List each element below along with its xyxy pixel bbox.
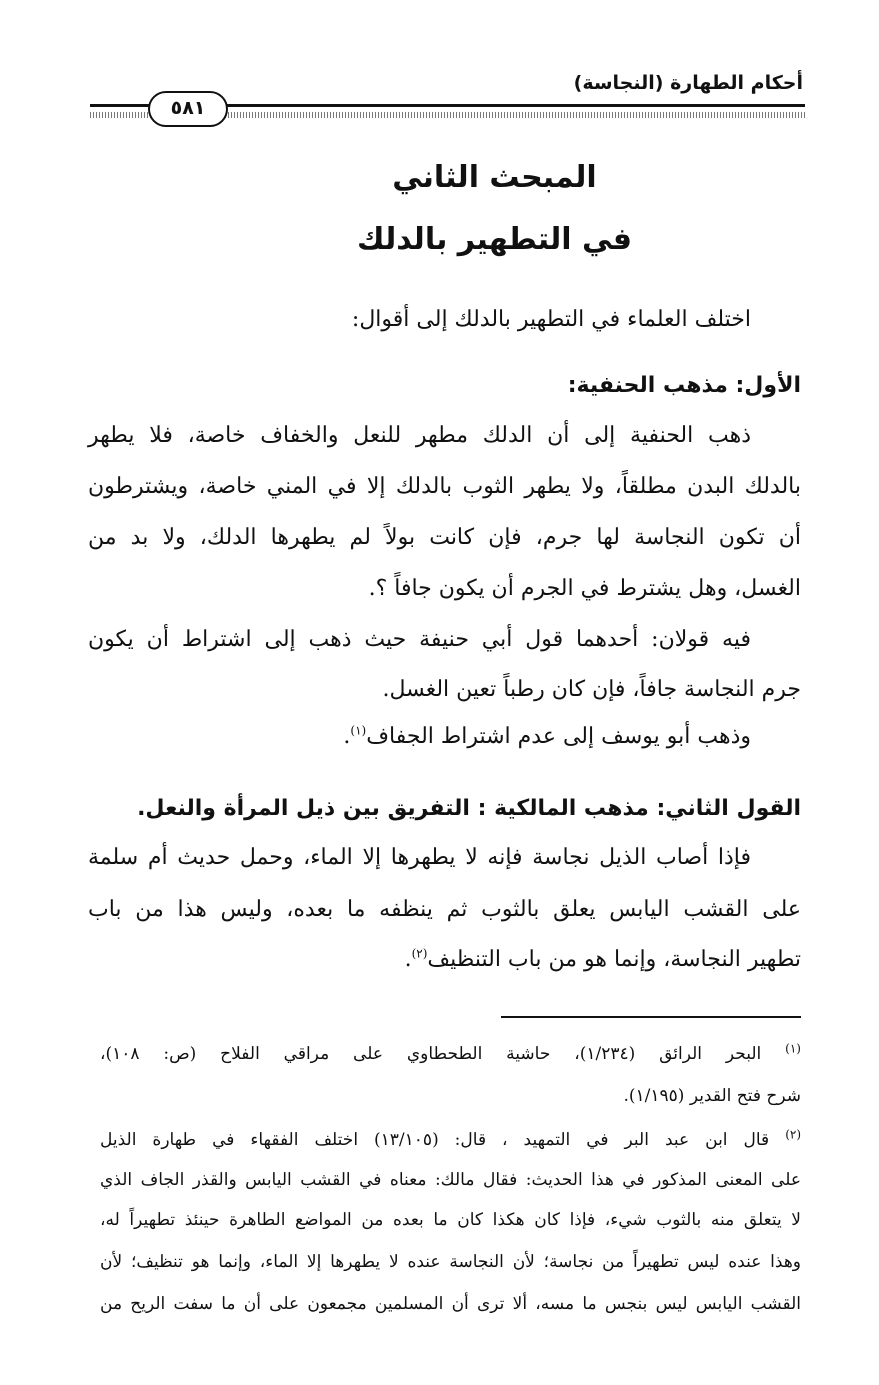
first-opinion-heading: الأول: مذهب الحنفية:	[567, 373, 801, 398]
footnote-marker-2: (٢)	[785, 1127, 802, 1142]
footnote-2-line: لا يتعلق منه بالثوب شيء، فإذا كان هكذا كان ما بعده من المواضع الطاهرة حينئذ تطهيراً له،	[100, 1210, 801, 1230]
paragraph-line	[405, 940, 801, 980]
footnote-ref-1: (١)	[350, 723, 367, 738]
footnote-separator	[501, 1016, 801, 1018]
running-title: أحكام الطهارة (النجاسة)	[573, 72, 803, 94]
footnote-1-line	[100, 1038, 801, 1070]
paragraph-text: تطهير النجاسة، وإنما هو من باب التنظيف	[427, 947, 801, 972]
paragraph-text: وذهب أبو يوسف إلى عدم اشتراط الجفاف	[366, 724, 751, 749]
footnote-2-line: وهذا عنده ليس تطهيراً من نجاسة؛ لأن النجاسة عنده لا يطهرها إلا الماء، وإنما هو تنظيف؛ لأن	[100, 1252, 801, 1272]
paragraph-line: على القشب اليابس يعلق بالثوب ثم ينظفه ما بعده، وليس هذا من باب	[88, 897, 801, 922]
paragraph-line: فيه قولان: أحدهما قول أبي حنيفة حيث ذهب إلى اشتراط أن يكون	[88, 627, 751, 652]
period: .	[343, 724, 351, 749]
intro-text: اختلف العلماء في التطهير بالدلك إلى أقوال:	[351, 307, 751, 332]
footnote-2-line: على المعنى المذكور في هذا الحديث: فقال مالك: معناه في القشب اليابس والقذر الجاف الذي	[100, 1170, 801, 1190]
second-opinion-heading: القول الثاني: مذهب المالكية : التفريق بين ذيل المرأة والنعل.	[137, 796, 801, 821]
footnote-1-text: البحر الرائق (١/٢٣٤)، حاشية الطحطاوي على مراقي الفلاح (ص: ١٠٨)،	[100, 1044, 762, 1064]
paragraph-line: أن تكون النجاسة لها جرم، فإن كانت بولاً لم يطهرها الدلك، ولا بد من	[88, 525, 801, 550]
paragraph-line: فإذا أصاب الذيل نجاسة فإنه لا يطهرها إلا الماء، وحمل حديث أم سلمة	[88, 845, 751, 870]
footnote-2-text: قال ابن عبد البر في التمهيد ، قال: (١٣/١٠٥) اختلف الفقهاء في طهارة الذيل	[100, 1130, 770, 1150]
period: .	[404, 947, 412, 972]
paragraph-line: بالدلك البدن مطلقاً، ولا يطهر الثوب بالدلك إلا في المني خاصة، ويشترطون	[88, 474, 801, 499]
page-number: ٥٨١	[148, 91, 228, 127]
paragraph-line: جرم النجاسة جافاً، فإن كان رطباً تعين الغسل.	[382, 677, 801, 702]
paragraph-line	[343, 717, 751, 757]
footnote-marker-1: (١)	[785, 1041, 801, 1056]
section-title: المبحث الثاني	[392, 160, 597, 195]
footnote-2-line: القشب اليابس ليس بنجس ما مسه، ألا ترى أن المسلمين مجمعون على أن ما سفت الريح من	[100, 1294, 801, 1314]
paragraph-line: الغسل، وهل يشترط في الجرم أن يكون جافاً ؟.	[368, 576, 801, 601]
footnote-ref-2: (٢)	[411, 946, 428, 961]
footnote-2-line	[100, 1124, 801, 1156]
section-subtitle: في التطهير بالدلك	[357, 222, 632, 257]
paragraph-line: ذهب الحنفية إلى أن الدلك مطهر للنعل والخفاف خاصة، فلا يطهر	[88, 423, 751, 448]
footnote-1-line: شرح فتح القدير (١/١٩٥).	[623, 1086, 801, 1106]
